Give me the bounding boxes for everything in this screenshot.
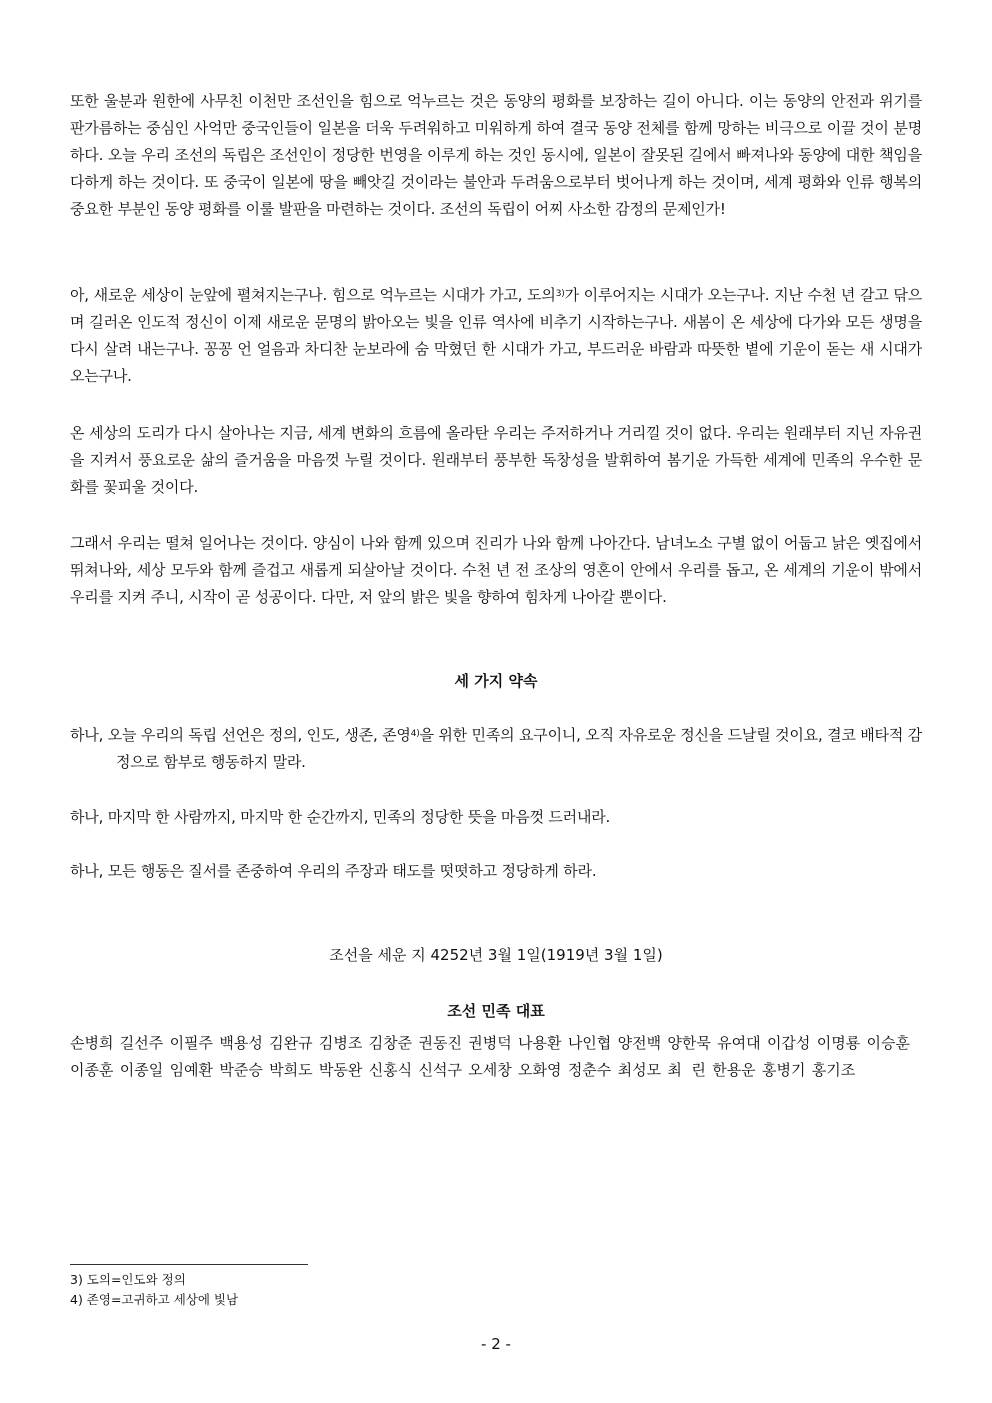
pledge-one <box>70 722 922 776</box>
footnote-ref-4[interactable]: 4) <box>410 729 420 739</box>
representatives-list <box>70 1030 922 1084</box>
representative-name: 유여대 <box>717 1034 761 1052</box>
representative-name: 이명룡 <box>816 1034 861 1052</box>
representative-name: 박동완 <box>318 1061 363 1079</box>
pledge-text: 을 위한 민족의 요구이니, 오직 자유로운 정신을 드날릴 것이요, 결코 배타적 감정으로 함부로 행동하지 말라. <box>116 726 922 771</box>
paragraph-east-asian-peace: 또한 울분과 원한에 사무친 이천만 조선인을 힘으로 억누르는 것은 동양의 평화를 보장하는 길이 아니다. 이는 동양의 안전과 위기를 판가름하는 중심인 사억만 중국인들이 일본을 더욱 두려워하고 미워하게 하여 결국 동양 전체를 함께 망하는 비극으로 이끌 것이 분명하다. 오늘 우리 조선의 독립은 조선인이 정당한 번영을 이루게 하는 것인 동시에, 일본이 잘못된 길에서 빠져나와 동양에 대한 책임을 다하게 하는 것이다. 또 중국이 일본에 땅을 빼앗길 것이라는 불안과 두려움으로부터 벗어나게 하는 것이며, 세계 평화와 인류 행복의 중요한 부분인 동양 평화를 이룰 발판을 마련하는 것이다. 조선의 독립이 어찌 사소한 감정의 문제인가! <box>70 92 922 218</box>
representative-name: 손병희 <box>70 1034 114 1052</box>
representative-name: 최성모 <box>617 1061 662 1079</box>
representative-name: 나용환 <box>518 1034 562 1052</box>
representative-name: 이종훈 <box>70 1061 114 1079</box>
pledges-heading: 세 가지 약속 <box>454 672 538 690</box>
declaration-date: 조선을 세운 지 4252년 3월 1일(1919년 3월 1일) <box>329 946 663 964</box>
representative-name: 이갑성 <box>766 1034 811 1052</box>
representative-name: 길선주 <box>119 1034 164 1052</box>
pledge-text: 하나, 오늘 우리의 독립 선언은 정의, 인도, 생존, 존영 <box>70 726 411 744</box>
representative-name: 박준승 <box>219 1061 263 1079</box>
representative-name: 김완규 <box>269 1034 313 1052</box>
paragraph-text: 아, 새로운 세상이 눈앞에 펼쳐지는구나. 힘으로 억누르는 시대가 가고, 도의 <box>70 286 556 304</box>
representative-name: 홍병기 <box>761 1061 806 1079</box>
page-number: - 2 - <box>481 1335 511 1353</box>
representative-name: 박희도 <box>269 1061 313 1079</box>
representative-name: 권병덕 <box>468 1034 512 1052</box>
representative-name: 신석구 <box>418 1061 462 1079</box>
representative-name: 백용성 <box>219 1034 263 1052</box>
representative-name: 이필주 <box>169 1034 214 1052</box>
representative-name: 정춘수 <box>567 1061 612 1079</box>
representative-name: 임예환 <box>169 1061 214 1079</box>
representative-name: 나인협 <box>567 1034 612 1052</box>
representative-name: 한용운 <box>712 1061 756 1079</box>
representative-name: 홍기조 <box>811 1061 856 1079</box>
representative-name: 최 린 <box>667 1061 706 1079</box>
paragraph-text: 가 이루어지는 시대가 오는구나. 지난 수천 년 갈고 닦으며 길러온 인도적 정신이 이제 새로운 문명의 밝아오는 빛을 인류 역사에 비추기 시작하는구나. 새봄이 온 세상에 다가와 모든 생명을 다시 살려 내는구나. 꽁꽁 언 얼음과 차디찬 눈보라에 숨 막혔던 한 시대가 가고, 부드러운 바람과 따뜻한 볕에 기운이 돋는 새 시대가 오는구나. <box>70 286 922 385</box>
representative-name: 양전백 <box>617 1034 662 1052</box>
paragraph-rise-up: 그래서 우리는 떨쳐 일어나는 것이다. 양심이 나와 함께 있으며 진리가 나와 함께 나아간다. 남녀노소 구별 없이 어둡고 낡은 옛집에서 뛰쳐나와, 세상 모두와 함께 즐겁고 새롭게 되살아날 것이다. 수천 년 전 조상의 영혼이 안에서 우리를 돕고, 온 세계의 기운이 밖에서 우리를 지켜 주니, 시작이 곧 성공이다. 다만, 저 앞의 밝은 빛을 향하여 힘차게 나아갈 뿐이다. <box>70 534 922 606</box>
pledge-three: 하나, 모든 행동은 질서를 존중하여 우리의 주장과 태도를 떳떳하고 정당하게 하라. <box>70 862 597 880</box>
representative-name: 오화영 <box>518 1061 562 1079</box>
representative-name: 양한묵 <box>667 1034 711 1052</box>
representative-name: 김병조 <box>318 1034 363 1052</box>
footnote-4: 4) 존영=고귀하고 세상에 빛남 <box>70 1292 239 1307</box>
paragraph-freedom: 온 세상의 도리가 다시 살아나는 지금, 세계 변화의 흐름에 올라탄 우리는 주저하거나 거리낄 것이 없다. 우리는 원래부터 지닌 자유권을 지켜서 풍요로운 삶의 즐거움을 마음껏 누릴 것이다. 원래부터 풍부한 독창성을 발휘하여 봄기운 가득한 세계에 민족의 우수한 문화를 꽃피울 것이다. <box>70 424 922 496</box>
representative-name: 권동진 <box>418 1034 462 1052</box>
footnote-ref-3[interactable]: 3) <box>555 289 565 299</box>
paragraph-new-world <box>70 282 922 390</box>
footnote-3: 3) 도의=인도와 정의 <box>70 1272 186 1287</box>
representative-name: 김창준 <box>368 1034 413 1052</box>
footnote-divider <box>70 1264 308 1265</box>
representative-name: 이승훈 <box>866 1034 910 1052</box>
representatives-heading: 조선 민족 대표 <box>447 1002 545 1020</box>
pledge-two: 하나, 마지막 한 사람까지, 마지막 한 순간까지, 민족의 정당한 뜻을 마음껏 드러내라. <box>70 808 611 826</box>
representative-name: 오세창 <box>468 1061 512 1079</box>
representative-name: 신홍식 <box>368 1061 413 1079</box>
representative-name: 이종일 <box>119 1061 164 1079</box>
